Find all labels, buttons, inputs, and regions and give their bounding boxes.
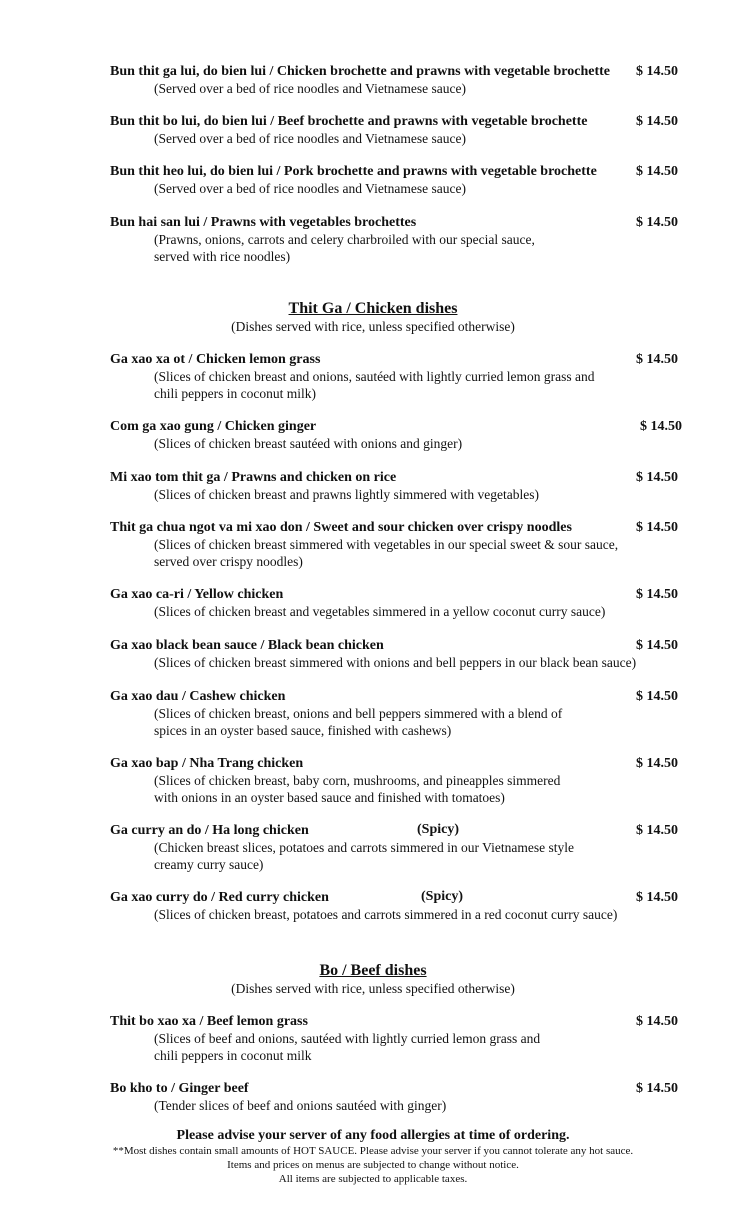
item-name: Mi xao tom thit ga / Prawns and chicken on rice: [110, 470, 397, 485]
section-header-chicken: [0, 299, 746, 335]
item-name: Bun hai san lui / Prawns with vegetables brochettes: [110, 215, 417, 230]
item-price: $ 14.50: [636, 1081, 678, 1096]
item-description: with onions in an oyster based sauce and finished with tomatoes): [154, 790, 505, 805]
menu-item: [110, 586, 710, 620]
item-name: Ga xao black bean sauce / Black bean chicken: [110, 638, 384, 653]
item-price: $ 14.50: [636, 470, 678, 485]
item-name: Bun thit ga lui, do bien lui / Chicken brochette and prawns with vegetable brochette: [110, 64, 611, 79]
item-description: (Tender slices of beef and onions sautéed with ginger): [154, 1098, 447, 1113]
item-description: spices in an oyster based sauce, finished with cashews): [154, 723, 452, 738]
item-name: Ga xao dau / Cashew chicken: [110, 689, 286, 704]
section-header-beef: [0, 961, 746, 997]
menu-item: [110, 63, 710, 97]
item-description: (Slices of chicken breast sautéed with onions and ginger): [154, 436, 463, 451]
item-price: $ 14.50: [636, 689, 678, 704]
menu-item: [110, 637, 710, 671]
allergy-notice: Please advise your server of any food allergies at time of ordering.: [176, 1128, 570, 1143]
item-name: Ga xao bap / Nha Trang chicken: [110, 756, 304, 771]
item-price: $ 14.50: [636, 520, 678, 535]
section-subtitle: (Dishes served with rice, unless specified otherwise): [231, 981, 515, 996]
item-price: $ 14.50: [636, 1014, 678, 1029]
price-change-notice: Items and prices on menus are subjected to change without notice.: [227, 1159, 519, 1171]
item-name: Ga curry an do / Ha long chicken: [110, 823, 309, 838]
menu-item: [110, 163, 710, 197]
menu-item: [110, 822, 710, 873]
item-name: Bun thit heo lui, do bien lui / Pork brochette and prawns with vegetable brochette: [110, 164, 597, 179]
item-description: chili peppers in coconut milk): [154, 386, 316, 401]
item-price: $ 14.50: [636, 64, 678, 79]
menu-item: [110, 755, 710, 806]
item-name: Thit bo xao xa / Beef lemon grass: [110, 1014, 308, 1029]
menu-item: [110, 1080, 710, 1114]
item-description: creamy curry sauce): [154, 857, 264, 872]
menu-item: [110, 113, 710, 147]
item-price: $ 14.50: [636, 638, 678, 653]
item-price: $ 14.50: [636, 756, 678, 771]
hot-sauce-notice: **Most dishes contain small amounts of HOT SAUCE. Please advise your server if you cannot tolerate any hot sauce.: [112, 1145, 634, 1157]
item-description: (Served over a bed of rice noodles and Vietnamese sauce): [154, 181, 466, 196]
item-price: $ 14.50: [640, 419, 682, 434]
menu-item: [110, 418, 710, 452]
menu-item: [110, 1013, 710, 1064]
menu-item: [110, 889, 710, 923]
item-description: served with rice noodles): [154, 249, 291, 264]
item-name: Ga xao ca-ri / Yellow chicken: [110, 587, 284, 602]
item-description: served over crispy noodles): [154, 554, 303, 569]
spicy-label: (Spicy): [417, 822, 459, 837]
item-description: (Slices of beef and onions, sautéed with lightly curried lemon grass and: [154, 1031, 541, 1046]
item-price: $ 14.50: [636, 890, 678, 905]
section-title: Thit Ga / Chicken dishes: [288, 300, 458, 317]
item-name: Thit ga chua ngot va mi xao don / Sweet and sour chicken over crispy noodles: [110, 520, 572, 535]
item-price: $ 14.50: [636, 823, 678, 838]
item-description: (Slices of chicken breast and vegetables simmered in a yellow coconut curry sauce): [154, 604, 606, 619]
item-price: $ 14.50: [636, 215, 678, 230]
spicy-label: (Spicy): [421, 889, 463, 904]
item-price: $ 14.50: [636, 587, 678, 602]
item-price: $ 14.50: [636, 114, 678, 129]
item-description: (Slices of chicken breast, baby corn, mushrooms, and pineapples simmered: [154, 773, 561, 788]
item-name: Com ga xao gung / Chicken ginger: [110, 419, 317, 434]
item-description: (Served over a bed of rice noodles and Vietnamese sauce): [154, 81, 466, 96]
item-description: (Slices of chicken breast and onions, sautéed with lightly curried lemon grass and: [154, 369, 595, 384]
item-description: (Prawns, onions, carrots and celery charbroiled with our special sauce,: [154, 232, 535, 247]
item-name: Ga xao curry do / Red curry chicken: [110, 890, 329, 905]
section-title: Bo / Beef dishes: [319, 962, 427, 979]
tax-notice: All items are subjected to applicable taxes.: [278, 1173, 468, 1185]
menu-item: [110, 351, 710, 402]
item-name: Bun thit bo lui, do bien lui / Beef brochette and prawns with vegetable brochette: [110, 114, 588, 129]
item-description: (Chicken breast slices, potatoes and carrots simmered in our Vietnamese style: [154, 840, 574, 855]
footer-notice: [0, 1128, 746, 1186]
item-description: (Slices of chicken breast and prawns lightly simmered with vegetables): [154, 487, 540, 502]
item-name: Bo kho to / Ginger beef: [110, 1081, 249, 1096]
menu-item: [110, 688, 710, 739]
item-description: (Slices of chicken breast, potatoes and carrots simmered in a red coconut curry sauce): [154, 907, 618, 922]
menu-item: [110, 519, 710, 570]
item-price: $ 14.50: [636, 352, 678, 367]
item-description: (Served over a bed of rice noodles and Vietnamese sauce): [154, 131, 466, 146]
item-price: $ 14.50: [636, 164, 678, 179]
menu-item: [110, 469, 710, 503]
item-description: (Slices of chicken breast, onions and bell peppers simmered with a blend of: [154, 706, 563, 721]
item-description: (Slices of chicken breast simmered with onions and bell peppers in our black bean sauce): [154, 655, 637, 670]
item-name: Ga xao xa ot / Chicken lemon grass: [110, 352, 321, 367]
section-subtitle: (Dishes served with rice, unless specified otherwise): [231, 319, 515, 334]
item-description: chili peppers in coconut milk: [154, 1048, 312, 1063]
menu-item: [110, 214, 710, 265]
item-description: (Slices of chicken breast simmered with vegetables in our special sweet & sour sauce,: [154, 537, 619, 552]
